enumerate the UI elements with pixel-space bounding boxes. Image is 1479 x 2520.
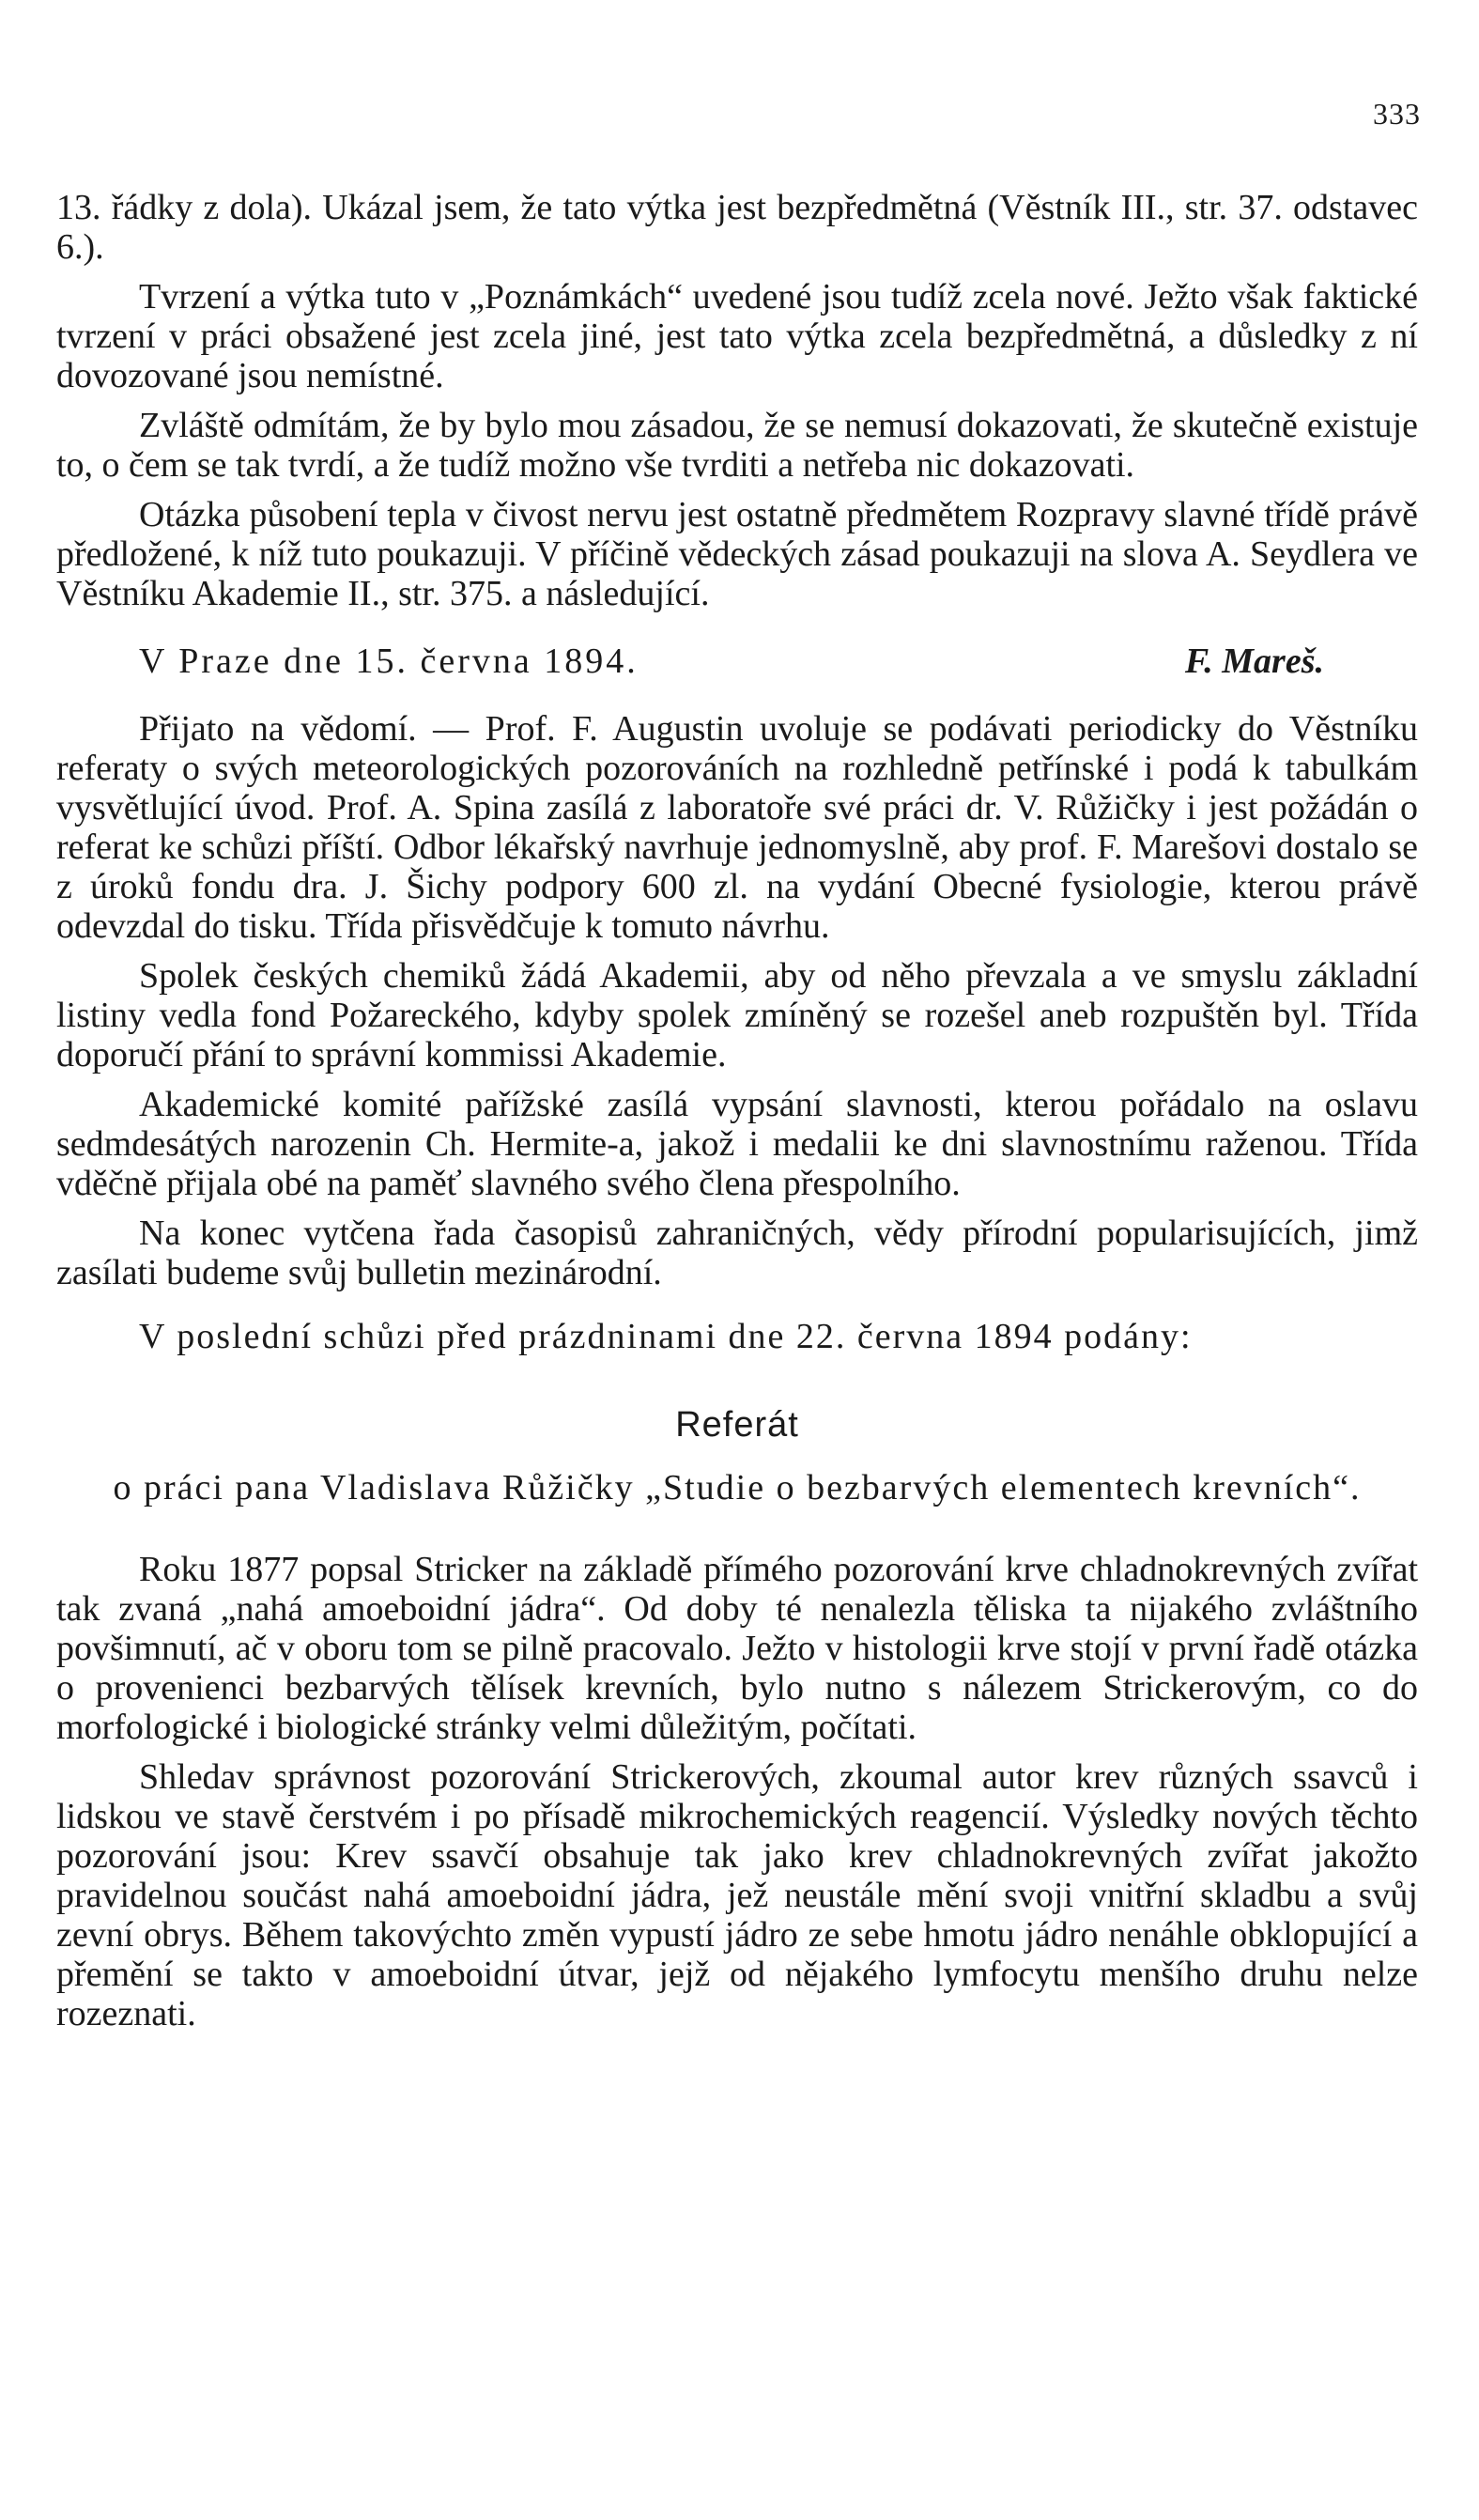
session-announcement: V poslední schůzi před prázdninami dne 22. června 1894 podány: <box>139 1317 1193 1356</box>
signature-block <box>56 642 1418 681</box>
paragraph-claims: Tvrzení a výtka tuto v „Poznámkách“ uvedené jsou tudíž zcela nové. Ježto však faktické tvrzení v práci obsažené jest zcela jiné, jest tato výtka zcela bezpředmětná, a důsledky z ní dovozované jsou nemístné. <box>56 277 1418 395</box>
paragraph-rejection: Zvláště odmítám, že by bylo mou zásadou, že se nemusí dokazovati, že skutečně existuje to, o čem se tak tvrdí, a že tudíž možno vše tvrditi a netřeba nic dokazovati. <box>56 406 1418 485</box>
signature-author: F. Mareš. <box>1184 642 1324 681</box>
minutes-paragraph: Přijato na vědomí. — Prof. F. Augustin uvoluje se podávati periodicky do Věstníku referaty o svých meteorologických pozorováních na rozhledně petřínské i podá k tabulkám vysvětlující úvod. Prof. A. Spina zasílá z laboratoře své práci dr. V. Růžičky i jest požádán o referat ke schůzi příští. Odbor lékařský navrhuje jednomyslně, aby prof. F. Marešovi dostalo se z úroků fondu dra. J. Šichy podpory 600 zl. na vydání Obecné fysiologie, kterou právě odevzdal do tisku. Třída přisvědčuje k tomuto návrhu. <box>56 709 1418 946</box>
minutes-paragraph: Akademické komité pařížské zasílá vypsání slavnosti, kterou pořádalo na oslavu sedmdesátých narozenin Ch. Hermite-a, jakož i medalii ke dni slavnostnímu raženou. Třída vděčně přijala obé na paměť slavného svého člena přespolního. <box>56 1085 1418 1203</box>
report-paragraph: Roku 1877 popsal Stricker na základě přímého pozorování krve chladnokrevných zvířat tak zvaná „nahá amoeboidní jádra“. Od doby té nenalezla těliska ta nijakého zvláštního povšimnutí, ač v oboru tom se pilně pracovalo. Ježto v histologii krve stojí v první řadě otázka o provenienci bezbarvých tělísek krevních, bylo nutno s nálezem Strickerovým, co do morfologické i biologické stránky velmi důležitým, počítati. <box>56 1550 1418 1747</box>
section-heading: Referát <box>675 1405 799 1445</box>
paragraph-heat-question: Otázka působení tepla v čivost nervu jest ostatně předmětem Rozpravy slavné třídě právě předložené, k níž tuto poukazuji. V příčině vědeckých zásad poukazuji na slova A. Seydlera ve Věstníku Akademie II., str. 375. a následující. <box>56 495 1418 613</box>
page-number: 333 <box>1373 97 1421 131</box>
minutes-paragraph: Spolek českých chemiků žádá Akademii, aby od něho převzala a ve smyslu základní listiny vedla fond Požareckého, kdyby spolek zmíněný se rozešel aneb rozpuštěn byl. Třída doporučí přání to správní kommissi Akademie. <box>56 956 1418 1074</box>
page-body <box>56 188 1418 2044</box>
signature-place-date: V Praze dne 15. června 1894. <box>139 642 639 681</box>
report-paragraph: Shledav správnost pozorování Strickerových, zkoumal autor krev různých ssavců i lidskou ve stavě čerstvém i po přísadě mikrochemických reagencií. Výsledky nových těchto pozorování jsou: Krev ssavčí obsahuje tak jako krev chladnokrevných zvířat jakožto pravidelnou součást nahá amoeboidní jádra, jež neustále mění svoji vnitřní skladbu a svůj zevní obrys. Během takovýchto změn vypustí jádro ze sebe hmotu jádro nenáhle obklopující a přemění se takto v amoeboidní útvar, jejž od nějakého lymfocytu menšího druhu nelze rozeznati. <box>56 1757 1418 2033</box>
minutes-paragraph: Na konec vytčena řada časopisů zahraničných, vědy přírodní popularisujících, jimž zasílati budeme svůj bulletin mezinárodní. <box>56 1214 1418 1292</box>
section-subheading: o práci pana Vladislava Růžičky „Studie o bezbarvých elementech krevních“. <box>113 1468 1362 1507</box>
paragraph-continuation: 13. řádky z dola). Ukázal jsem, že tato výtka jest bezpředmětná (Věstník III., str. 37. odstavec 6.). <box>56 188 1418 267</box>
